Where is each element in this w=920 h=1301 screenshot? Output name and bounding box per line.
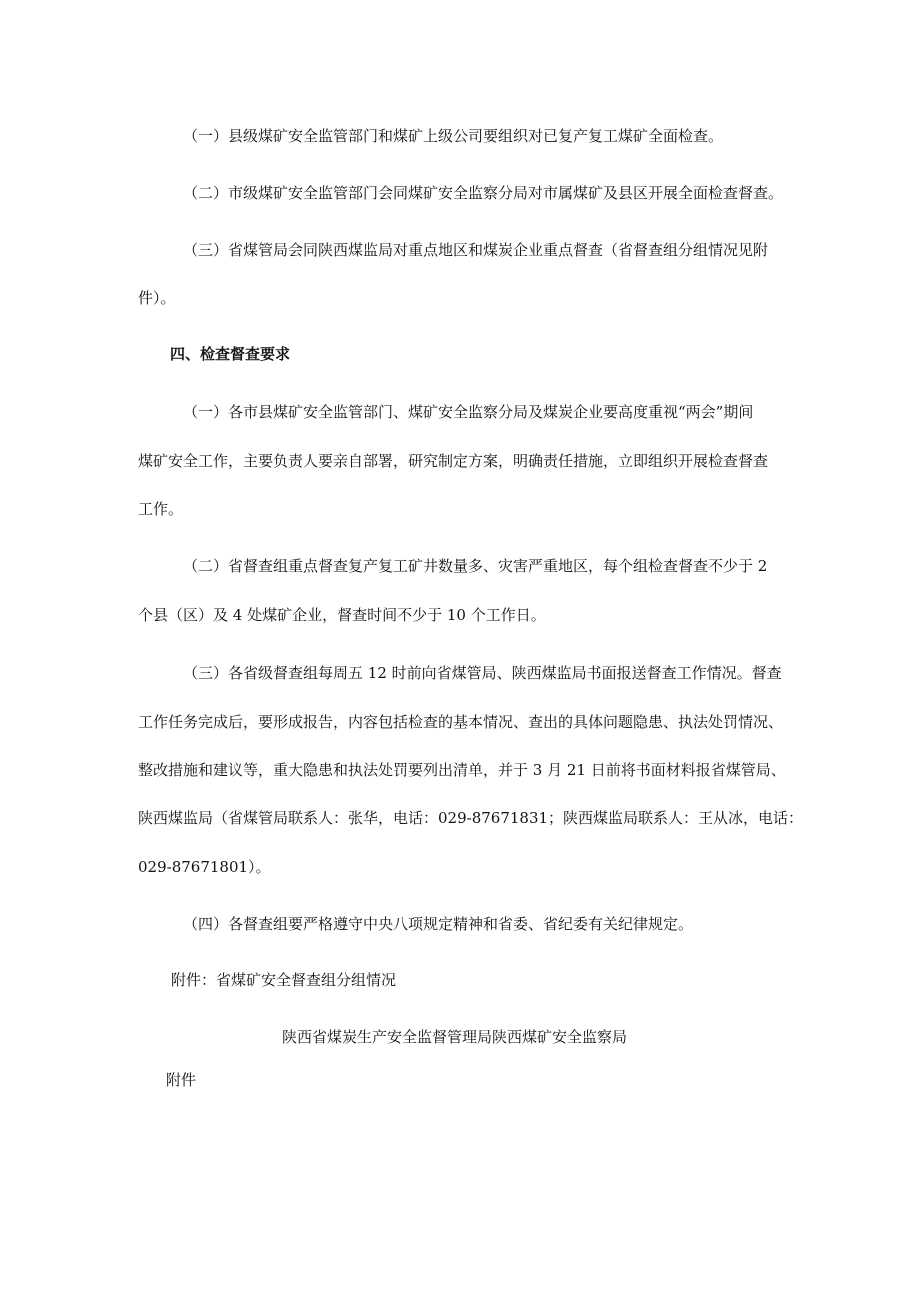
attachment-label: 附件: [166, 1071, 197, 1089]
section3-item1: （一）县级煤矿安全监管部门和煤矿上级公司要组织对已复产复工煤矿全面检查。: [183, 127, 724, 145]
section4-item3-line4: 陕西煤监局（省煤管局联系人：张华，电话：029-87671831；陕西煤监局联系人：王从冰，电话：: [138, 809, 804, 827]
section3-item2: （二）市级煤矿安全监管部门会同煤矿安全监察分局对市属煤矿及县区开展全面检查督查。: [183, 184, 784, 202]
section4-item3-line1: （三）各省级督查组每周五 12 时前向省煤管局、陕西煤监局书面报送督查工作情况。督查: [183, 664, 782, 682]
section4-item3-line5: 029-87671801）。: [138, 858, 271, 876]
section4-item2-line1: （二）省督查组重点督查复产复工矿井数量多、灾害严重地区，每个组检查督查不少于 2: [183, 557, 768, 575]
section4-item1-line2: 煤矿安全工作，主要负责人要亲自部署，研究制定方案，明确责任措施，立即组织开展检查督查: [138, 452, 769, 470]
section4-item2-line2: 个县（区）及 4 处煤矿企业，督查时间不少于 10 个工作日。: [138, 606, 546, 624]
section3-item3-line1: （三）省煤管局会同陕西煤监局对重点地区和煤炭企业重点督查（省督查组分组情况见附: [183, 241, 769, 259]
section4-item3-line3: 整改措施和建议等，重大隐患和执法处罚要列出清单，并于 3 月 21 日前将书面材料报省煤管局、: [138, 761, 786, 779]
section4-item4: （四）各督查组要严格遵守中央八项规定精神和省委、省纪委有关纪律规定。: [183, 915, 694, 933]
section4-item1-line3: 工作。: [138, 500, 184, 518]
issuer-signature: 陕西省煤炭生产安全监督管理局陕西煤矿安全监察局: [282, 1028, 628, 1046]
section4-heading: 四、检查督查要求: [170, 345, 291, 363]
section4-item3-line2: 工作任务完成后，要形成报告，内容包括检查的基本情况、查出的具体问题隐患、执法处罚情况、: [138, 713, 784, 731]
section3-item3-line2: 件）。: [138, 289, 176, 307]
attachment-note: 附件：省煤矿安全督查组分组情况: [171, 971, 397, 989]
section4-item1-line1: （一）各市县煤矿安全监管部门、煤矿安全监察分局及煤炭企业要高度重视“两会”期间: [183, 403, 754, 421]
